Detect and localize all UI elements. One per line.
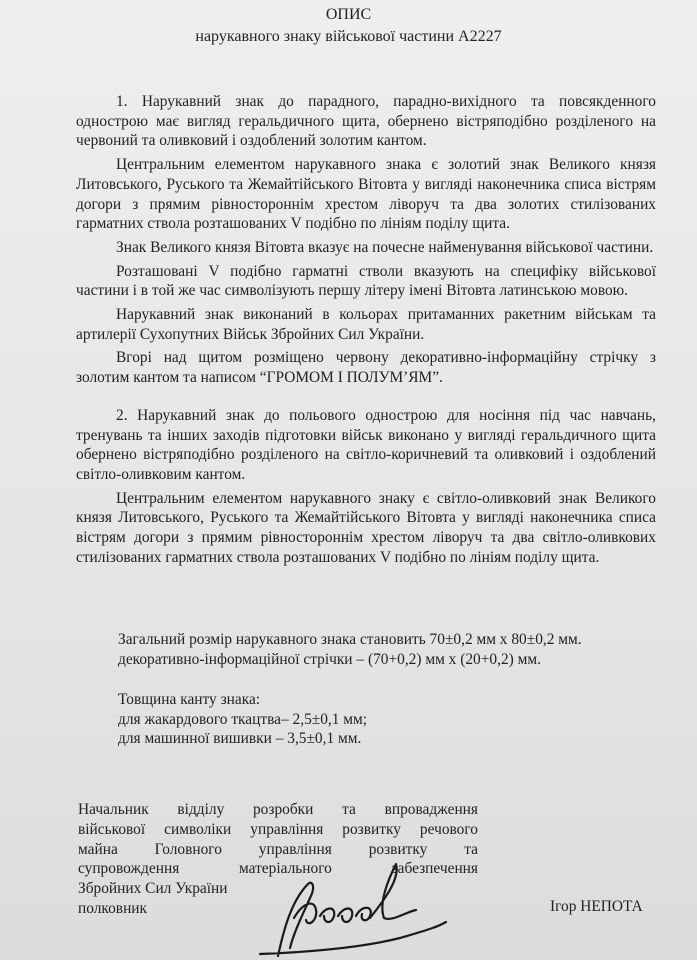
thickness-embroidery: для машинної вишивки – 3,5±0,1 мм. — [118, 730, 362, 747]
signatory-name: Ігор НЕПОТА — [550, 898, 643, 915]
section1-paragraph-6: Вгорі над щитом розміщено червону декоративно-інформаційну стрічку з золотим кантом та написом “ГРОМОМ І ПОЛУМ’ЯМ”. — [76, 349, 656, 387]
dimensions-block — [118, 630, 678, 669]
dimensions-ribbon: декоративно-інформаційної стрічки – (70+0,2) мм х (20+0,2) мм. — [118, 650, 541, 668]
thickness-block — [118, 690, 678, 749]
handwritten-signature — [250, 858, 450, 960]
signatory-line-4: супровождення матеріального забезпечення — [78, 860, 478, 878]
document-title: ОПИС — [325, 6, 372, 23]
section1-paragraph-3: Знак Великого князя Вітовта вказує на почесне найменування військової частини. — [116, 238, 654, 256]
signatory-rank: полковник — [78, 899, 148, 917]
section2-paragraph-1: 2. Нарукавний знак до польового однострою для носіння під час навчань, тренувань та інших заходів підготовки військ виконано у вигляді геральдичного щита обернено вістряподібно розділеного на світло-коричневий та оливковий і оздоблений світло-оливковим кантом. — [76, 406, 656, 483]
signatory-line-5: Збройних Сил України — [78, 880, 228, 898]
signatory-line-1: Начальник відділу розробки та впровадження — [78, 801, 478, 818]
thickness-jacquard: для жакардового ткацтва– 2,5±0,1 мм; — [118, 710, 368, 728]
section2-paragraph-2: Центральним елементом нарукавного знаку є світло-оливковий знак Великого князя Литовського, Руського та Жемайтійського Вітовта у вигляді наконечника списа вістрям догори з прямим рівностороннім хрестом ліворуч та два світло-оливкових стилізованих гарматних ствола розташованих V подібно по лініям поділу щита. — [76, 489, 656, 566]
section1-paragraph-5: Нарукавний знак виконаний в кольорах притаманних ракетним військам та артилерії Сухопутних Військ Збройних Сил України. — [76, 306, 656, 343]
dimensions-overall: Загальний розмір нарукавного знака становить 70±0,2 мм х 80±0,2 мм. — [118, 631, 582, 648]
section1-paragraph-1: 1. Нарукавний знак до парадного, парадно-вихідного та повсякденного однострою має вигляд геральдичного щита, обернено вістряподібно розділеного на червоний та оливковий і оздоблений золотим кантом. — [76, 93, 656, 150]
section1-paragraph-4: Розташовані V подібно гарматні стволи вказують на специфіку військової частини і в той же час символізують першу літеру імені Вітовта латинською мовою. — [76, 262, 656, 300]
document-subtitle: нарукавного знаку військової частини А2227 — [195, 28, 502, 45]
thickness-heading: Товщина канту знака: — [118, 691, 261, 708]
signatory-line-3: майна Головного управління розвитку та — [78, 840, 478, 858]
section1-paragraph-2: Центральним елементом нарукавного знака є золотий знак Великого князя Литовського, Руського та Жемайтійського Вітовта у вигляді наконечника списа вістрям догори з прямим рівностороннім хрестом ліворуч та два золотих стилізованих гарматних ствола розташованих V подібно по лініям поділу щита. — [76, 156, 656, 233]
document-body — [76, 92, 656, 567]
signatory-line-2: військової символіки управління розвитку речового — [78, 820, 478, 838]
